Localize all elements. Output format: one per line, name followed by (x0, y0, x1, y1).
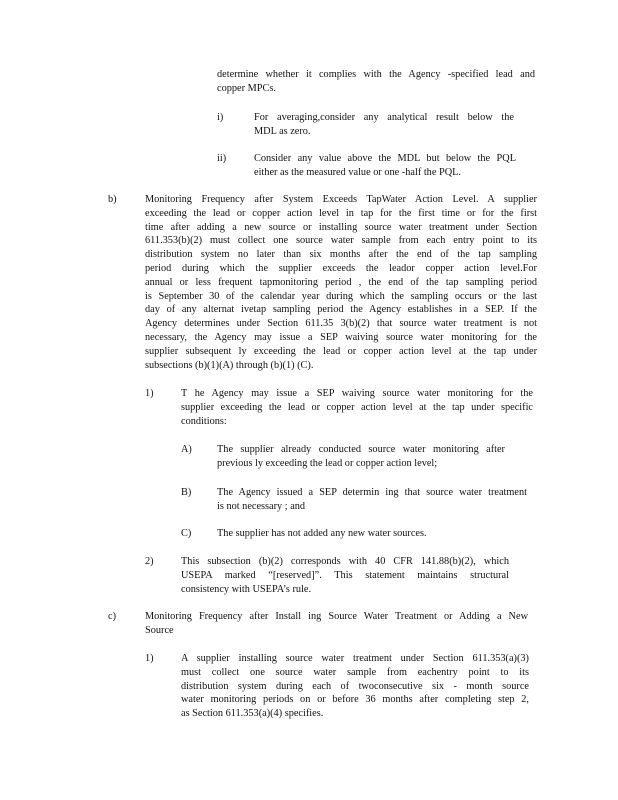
text-line: distribution system during each of twoconsecutive six - month source (181, 680, 529, 692)
text-line: Agency determines under Section 611.35 3(b)(2) that source water treatment is not (145, 318, 537, 330)
top-continuation-text (217, 68, 535, 96)
section-c-text (145, 610, 528, 638)
text-line: For averaging,consider any analytical result below the (254, 112, 514, 123)
text-line: determine whether it complies with the Agency -specified lead and (217, 69, 535, 80)
item-b2-text (181, 555, 509, 596)
text-line: day of any alternat ivetap sampling period the Agency establishes in a SEP. If the (145, 304, 537, 316)
text-line: Monitoring Frequency after Install ing Source Water Treatment or Adding a New (145, 611, 528, 622)
text-line: exceeding the lead or copper action level in tap for the first time or for the first (145, 207, 537, 219)
text-line: A supplier installing source water treatment under Section 611.353(a)(3) (181, 653, 529, 664)
text-line: Monitoring Frequency after System Exceeds TapWater Action Level. A supplier (145, 194, 537, 205)
text-line: The Agency issued a SEP determin ing that source water treatment (217, 487, 527, 498)
section-label-c: c) (108, 611, 116, 622)
section-label-b: b) (108, 194, 117, 205)
text-line: supplier exceeding the lead or copper action level at the tap under specific (181, 401, 533, 413)
item-label-b1b: B) (181, 487, 192, 498)
text-line: This subsection (b)(2) corresponds with 40 CFR 141.88(b)(2), which (181, 556, 509, 567)
item-label-ii: ii) (217, 153, 227, 164)
text-line: The supplier has not added any new water sources. (217, 528, 427, 539)
text-line: subsections (b)(1)(A) through (b)(1) (C). (145, 359, 314, 371)
text-line: distribution system no later than six months after the end of the tap sampling (145, 249, 537, 261)
text-line: supplier subsequent ly exceeding the lead or copper action level at the tap under (145, 345, 537, 357)
text-line: water monitoring periods on or before 36 months after completing step 2, (181, 694, 529, 706)
text-line: consistency with USEPA’s rule. (181, 583, 312, 595)
text-line: period during which the supplier exceeds the leador copper action level.For (145, 262, 537, 274)
item-label-b1a: A) (181, 444, 192, 455)
text-line: time after adding a new source or installing source water treatment under Section (145, 221, 537, 233)
text-line: previous ly exceeding the lead or copper action level; (217, 457, 438, 469)
item-c1-text (181, 652, 529, 721)
text-line: conditions: (181, 415, 227, 427)
section-b-text (145, 193, 537, 372)
text-line: USEPA marked “[reserved]”. This statement maintains structural (181, 569, 509, 581)
text-line: T he Agency may issue a SEP waiving source water monitoring for the (181, 388, 533, 399)
item-b1a-text (217, 443, 505, 471)
text-line: The supplier already conducted source water monitoring after (217, 444, 505, 455)
item-label-i: i) (217, 112, 224, 123)
text-line: necessary, the Agency may issue a SEP waiving source water monitoring for the (145, 331, 537, 343)
text-line: annual or less frequent tapmonitoring period , the end of the tap sampling period (145, 276, 537, 288)
item-b1c-text (217, 527, 517, 541)
item-b1-text (181, 387, 533, 428)
item-label-b2: 2) (145, 556, 154, 567)
text-line: as Section 611.353(a)(4) specifies. (181, 708, 324, 720)
item-label-b1: 1) (145, 388, 154, 399)
text-line: copper MPCs. (217, 82, 276, 94)
item-label-c1: 1) (145, 653, 154, 664)
text-line: is September 30 of the calendar year during which the sampling occurs or the last (145, 290, 537, 302)
text-line: either as the measured value or one -half the PQL. (254, 166, 462, 178)
text-line: Source (145, 624, 174, 636)
text-line: must collect one source water sample from eachentry point to its (181, 666, 529, 678)
text-line: 611.353(b)(2) must collect one source water sample from each entry point to its (145, 235, 537, 247)
item-label-b1c: C) (181, 528, 192, 539)
text-line: is not necessary ; and (217, 500, 306, 512)
item-i-text (254, 111, 514, 139)
item-b1b-text (217, 486, 527, 514)
text-line: MDL as zero. (254, 125, 311, 137)
item-ii-text (254, 152, 516, 180)
text-line: Consider any value above the MDL but below the PQL (254, 153, 516, 164)
